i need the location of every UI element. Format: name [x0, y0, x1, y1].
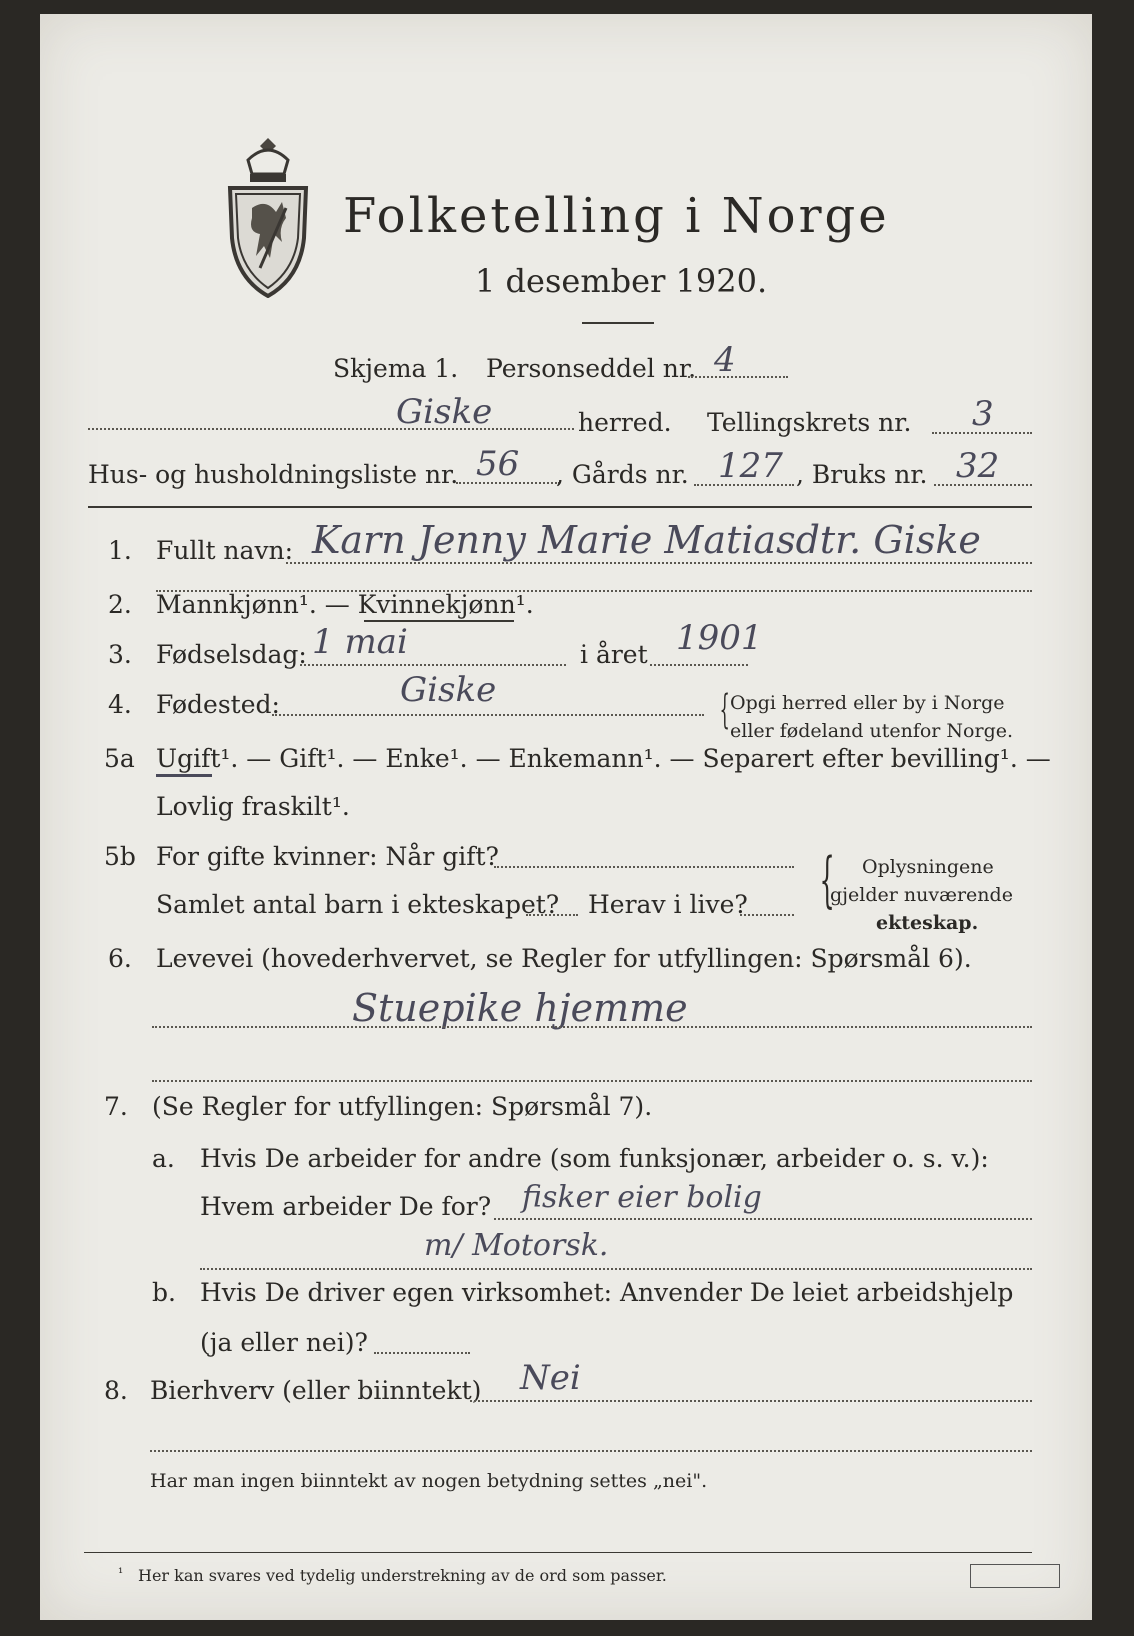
side-income-value: Nei — [520, 1358, 581, 1398]
full-name-field[interactable] — [286, 562, 1032, 564]
side-income-label: Bierhverv (eller biinntekt) — [150, 1376, 482, 1405]
q5b-married-when: For gifte kvinner: Når gift? — [156, 842, 499, 871]
q5b-living-label: Herav i live? — [588, 890, 748, 919]
gards-value: 127 — [718, 446, 783, 486]
q4-number: 4. — [108, 690, 132, 719]
herred-field[interactable] — [88, 428, 574, 430]
personseddel-label: Personseddel nr. — [486, 354, 697, 383]
q5b-note-line1: Oplysningene — [862, 856, 994, 878]
gender-options[interactable]: Mannkjønn¹. — Kvinnekjønn¹. — [156, 590, 534, 619]
year-label: i året — [580, 640, 648, 669]
footnote-text: Her kan svares ved tydelig understrekning av de ord som passer. — [138, 1566, 667, 1585]
bruks-label: , Bruks nr. — [796, 460, 928, 489]
marital-status-options-line2[interactable]: Lovlig fraskilt¹. — [156, 792, 350, 821]
birthplace-field[interactable] — [272, 714, 704, 716]
header-divider — [88, 506, 1032, 508]
q7a-text: Hvis De arbeider for andre (som funksjonær, arbeider o. s. v.): — [200, 1144, 989, 1173]
birthday-field[interactable] — [300, 664, 566, 666]
children-count-field[interactable] — [526, 914, 578, 916]
husholdningsliste-label: Hus- og husholdningsliste nr. — [88, 460, 459, 489]
footnote-mark: ¹ — [118, 1566, 124, 1581]
married-date-field[interactable] — [494, 866, 794, 868]
occupation-field[interactable] — [152, 1026, 1032, 1028]
marital-status-options[interactable]: Ugift¹. — Gift¹. — Enke¹. — Enkemann¹. — Separert efter bevilling¹. — — [156, 744, 1051, 773]
hired-help-field[interactable] — [374, 1352, 470, 1354]
q2-number: 2. — [108, 590, 132, 619]
personseddel-value: 4 — [714, 340, 736, 380]
full-name-value: Karn Jenny Marie Matiasdtr. Giske — [312, 518, 981, 562]
occupation-value: Stuepike hjemme — [352, 986, 688, 1030]
employer-value: fisker eier bolig — [522, 1180, 762, 1215]
q5a-number: 5a — [104, 744, 135, 773]
q6-number: 6. — [108, 944, 132, 973]
brace-q5b: { — [819, 845, 835, 915]
employer-field-line2[interactable] — [200, 1268, 1032, 1270]
census-date: 1 desember 1920. — [475, 262, 768, 300]
q4-label: Fødested: — [156, 690, 280, 719]
q5b-note-line3: ekteskap. — [876, 912, 979, 934]
q5b-children-label: Samlet antal barn i ekteskapet? — [156, 890, 560, 919]
q3-label: Fødselsdag: — [156, 640, 307, 669]
printer-stamp — [970, 1564, 1060, 1588]
form-title: Folketelling i Norge — [343, 188, 890, 244]
herred-value: Giske — [396, 392, 493, 432]
norwegian-coat-of-arms-icon — [226, 138, 310, 298]
ugift-underline — [156, 774, 212, 777]
q3-number: 3. — [108, 640, 132, 669]
birth-year-field[interactable] — [650, 664, 748, 666]
employer-field[interactable] — [494, 1218, 1032, 1220]
personseddel-field[interactable] — [688, 376, 788, 378]
title-divider — [582, 322, 654, 324]
q5b-note-line2: gjelder nuværende — [830, 884, 1013, 906]
q7a-letter: a. — [152, 1144, 175, 1173]
q1-label: Fullt navn: — [156, 536, 294, 565]
occupation-label: Levevei (hovederhvervet, se Regler for utfyllingen: Spørsmål 6). — [156, 944, 972, 973]
bruks-value: 32 — [956, 446, 1000, 486]
q1-number: 1. — [108, 536, 132, 565]
employer-value-line2: m/ Motorsk. — [424, 1228, 609, 1263]
q5b-number: 5b — [104, 842, 136, 871]
footer-divider — [84, 1552, 1032, 1553]
husholdningsliste-value: 56 — [476, 444, 520, 484]
side-income-field[interactable] — [470, 1400, 1032, 1402]
birthday-value: 1 mai — [312, 622, 408, 662]
q7-number: 7. — [104, 1092, 128, 1121]
q7b-letter: b. — [152, 1278, 176, 1307]
brace-q4: { — [719, 687, 730, 733]
q8-number: 8. — [104, 1376, 128, 1405]
living-children-field[interactable] — [740, 914, 794, 916]
herred-label: herred. — [578, 408, 672, 437]
occupation-field-line2[interactable] — [152, 1080, 1032, 1082]
side-income-note: Har man ingen biinntekt av nogen betydning settes „nei". — [150, 1470, 708, 1492]
q4-note-line2: eller fødeland utenfor Norge. — [730, 720, 1014, 742]
gards-label: , Gårds nr. — [556, 460, 689, 489]
tellingskrets-value: 3 — [972, 394, 994, 434]
q7b-text: Hvis De driver egen virksomhet: Anvender De leiet arbeidshjelp — [200, 1278, 1014, 1307]
q7-label: (Se Regler for utfyllingen: Spørsmål 7). — [152, 1092, 653, 1121]
q4-note-line1: Opgi herred eller by i Norge — [730, 692, 1005, 714]
q7a-employer-label: Hvem arbeider De for? — [200, 1192, 492, 1221]
tellingskrets-label: Tellingskrets nr. — [707, 408, 912, 437]
birthplace-value: Giske — [400, 670, 497, 710]
side-income-field-line2[interactable] — [150, 1450, 1032, 1452]
q7b-answer-label: (ja eller nei)? — [200, 1328, 368, 1357]
birth-year-value: 1901 — [676, 618, 763, 658]
skjema-label: Skjema 1. — [333, 354, 459, 383]
